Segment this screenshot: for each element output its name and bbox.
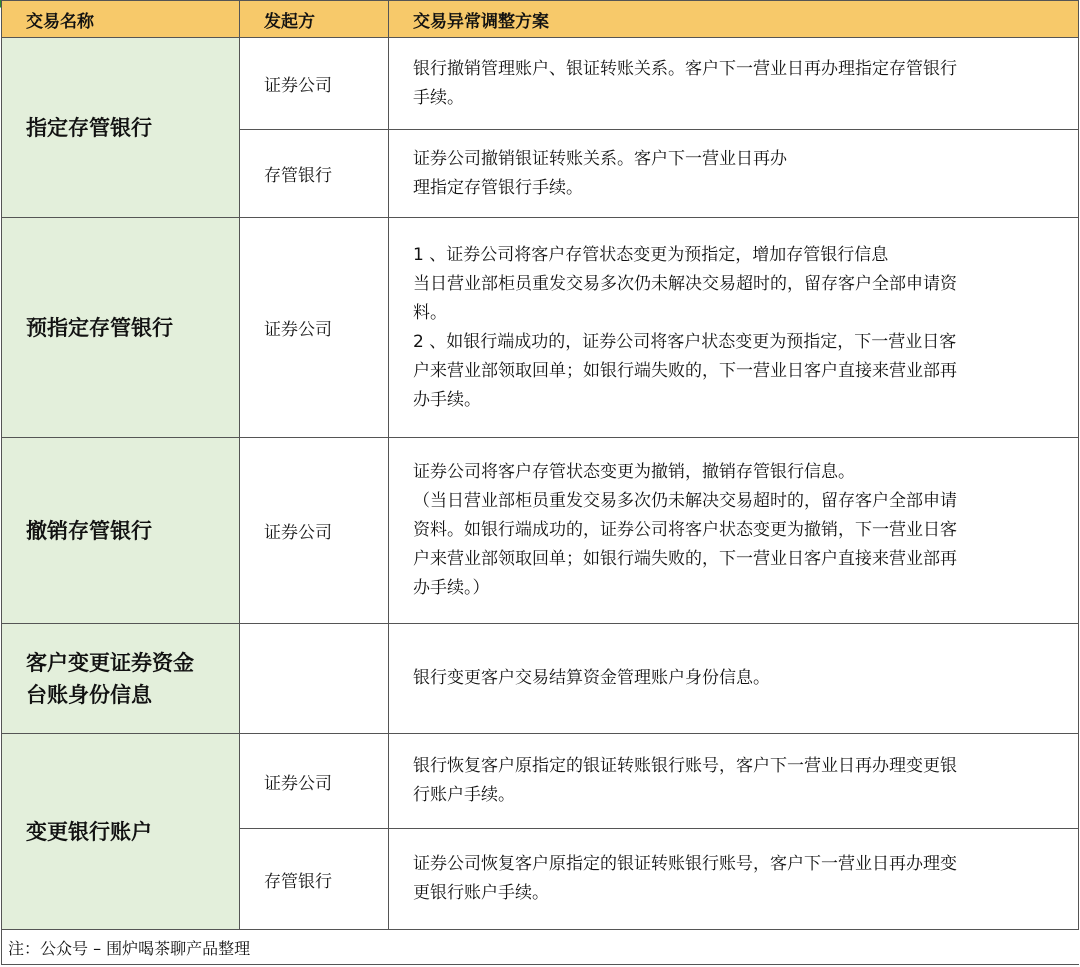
initiator-cell: 证券公司: [240, 218, 389, 438]
trade-exception-table: [1, 0, 1079, 965]
plan-cell: 证券公司撤销银证转账关系。客户下一营业日再办 理指定存管银行手续。: [389, 130, 1079, 218]
trade-name-cell: 预指定存管银行: [2, 218, 240, 438]
initiator-cell: 存管银行: [240, 130, 389, 218]
header-plan: 交易异常调整方案: [389, 1, 1079, 38]
table-row: [2, 734, 1079, 829]
initiator-cell: 证券公司: [240, 734, 389, 829]
initiator-cell: [240, 624, 389, 734]
plan-cell: 证券公司恢复客户原指定的银证转账银行账号，客户下一营业日再办理变 更银行账户手续。: [389, 829, 1079, 930]
plan-cell: 银行撤销管理账户、银证转账关系。客户下一营业日再办理指定存管银行 手续。: [389, 38, 1079, 130]
plan-cell: 1 、证券公司将客户存管状态变更为预指定，增加存管银行信息 当日营业部柜员重发交易多次仍未解决交易超时的，留存客户全部申请资 料。 2 、如银行端成功的，证券公司将客户状态变更为预指定，下一营业日客 户来营业部领取回单；如银行端失败的，下一营业日客户直接来营业部再 办手续。: [389, 218, 1079, 438]
plan-cell: 银行恢复客户原指定的银证转账银行账号，客户下一营业日再办理变更银 行账户手续。: [389, 734, 1079, 829]
footer-row: [2, 930, 1079, 965]
initiator-cell: 存管银行: [240, 829, 389, 930]
plan-cell: 银行变更客户交易结算资金管理账户身份信息。: [389, 624, 1079, 734]
header-trade-name: 交易名称: [2, 1, 240, 38]
footer-note: 注：公众号 – 围炉喝茶聊产品整理: [2, 930, 1079, 965]
initiator-cell: 证券公司: [240, 438, 389, 624]
table-row: [2, 624, 1079, 734]
trade-name-cell: 撤销存管银行: [2, 438, 240, 624]
plan-cell: 证券公司将客户存管状态变更为撤销，撤销存管银行信息。 （当日营业部柜员重发交易多次仍未解决交易超时的，留存客户全部申请 资料。如银行端成功的，证券公司将客户状态变更为撤销，下一营业日客 户来营业部领取回单；如银行端失败的，下一营业日客户直接来营业部再 办手续。）: [389, 438, 1079, 624]
trade-name-cell: 客户变更证券资金 台账身份信息: [2, 624, 240, 734]
table-row: [2, 218, 1079, 438]
header-initiator: 发起方: [240, 1, 389, 38]
trade-name-cell: 变更银行账户: [2, 734, 240, 930]
table-row: [2, 438, 1079, 624]
initiator-cell: 证券公司: [240, 38, 389, 130]
table-row: [2, 38, 1079, 130]
trade-name-cell: 指定存管银行: [2, 38, 240, 218]
header-row: [2, 1, 1079, 38]
